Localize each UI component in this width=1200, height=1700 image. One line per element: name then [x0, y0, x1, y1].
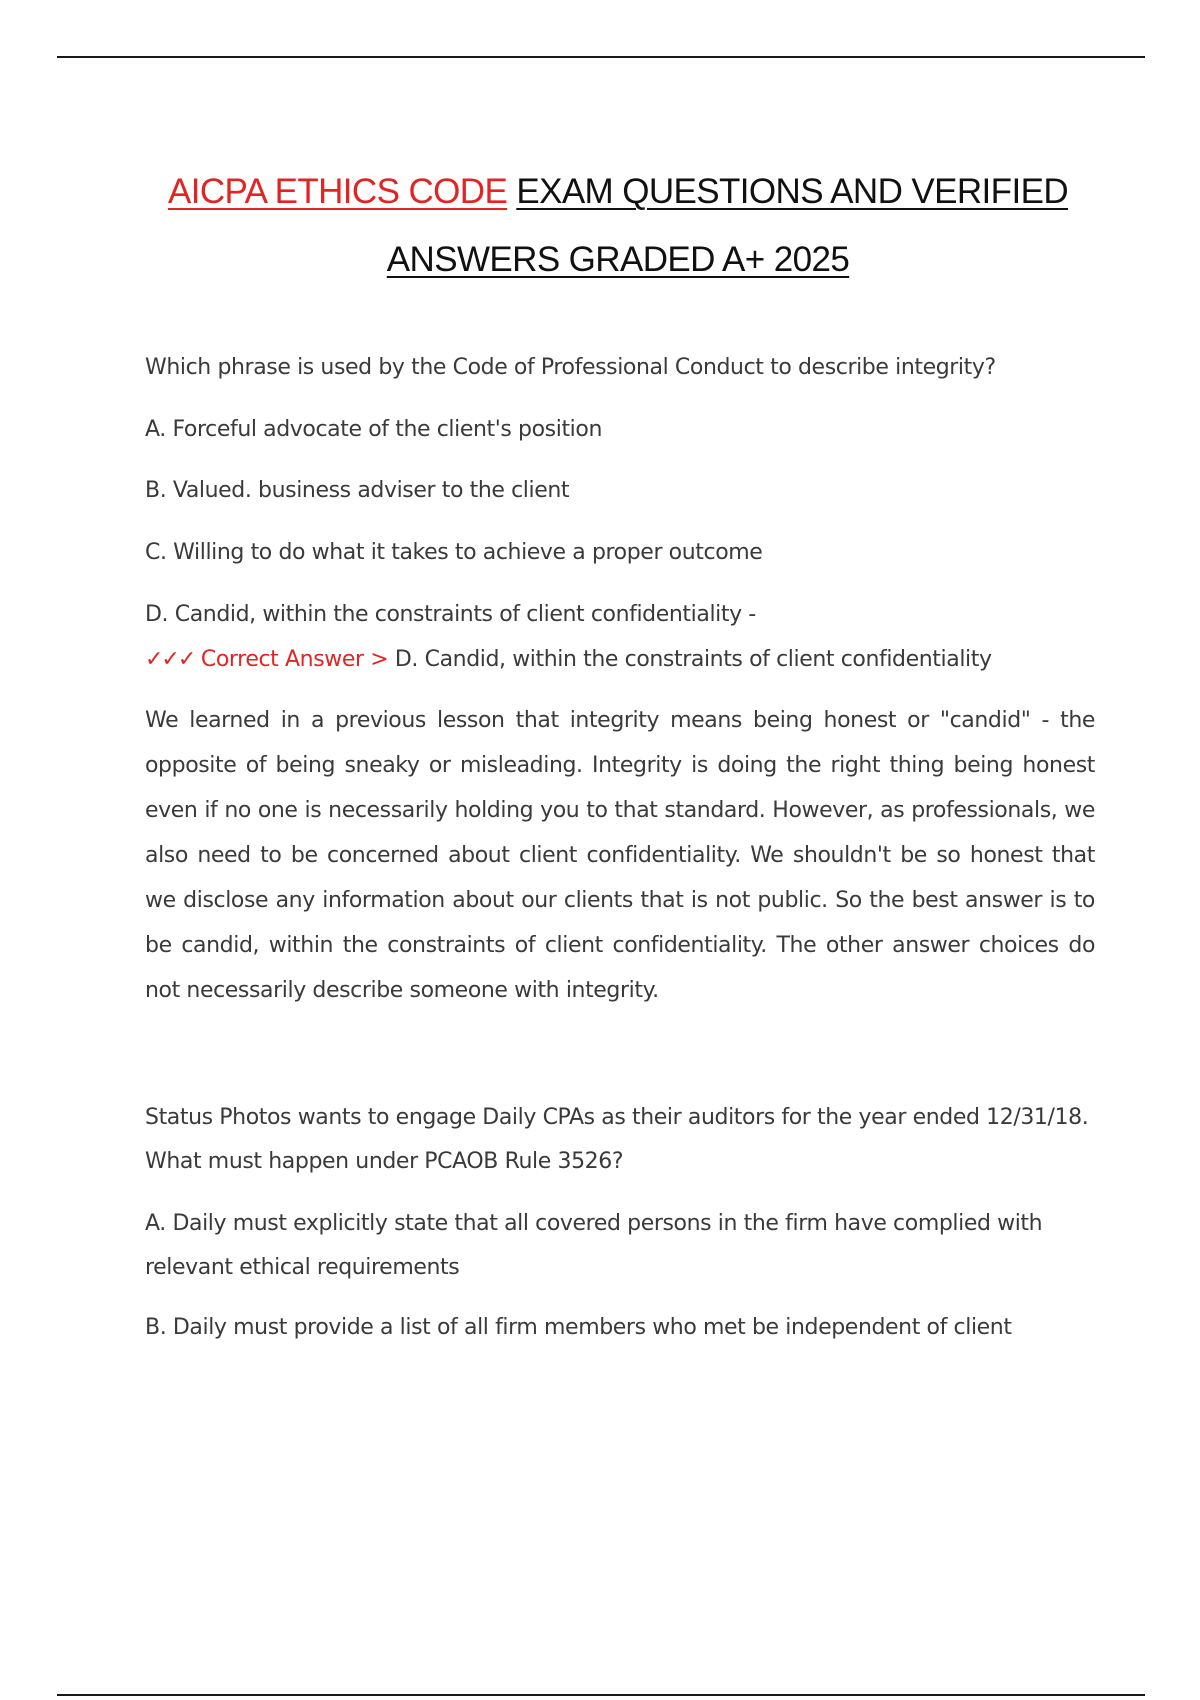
question-1-option-d: D. Candid, within the constraints of client confidentiality - [145, 602, 756, 627]
question-2-option-a-line-2: relevant ethical requirements [145, 1255, 460, 1280]
question-1-option-c: C. Willing to do what it takes to achieve a proper outcome [145, 540, 763, 565]
title-line-1 [0, 158, 1200, 226]
question-2-text-line-2: What must happen under PCAOB Rule 3526? [145, 1149, 624, 1174]
question-2-text-line-1: Status Photos wants to engage Daily CPAs as their auditors for the year ended 12/31/18. [145, 1105, 1089, 1130]
correct-answer-label: Correct Answer [200, 647, 364, 672]
question-1-text: Which phrase is used by the Code of Professional Conduct to describe integrity? [145, 355, 996, 380]
header-rule [57, 56, 1145, 58]
question-2-option-a-line-1: A. Daily must explicitly state that all covered persons in the firm have complied with [145, 1211, 1043, 1236]
correct-answer-value: D. Candid, within the constraints of client confidentiality [394, 647, 992, 672]
arrow-icon: > [370, 647, 389, 672]
page-title [0, 158, 1200, 294]
question-1-option-b: B. Valued. business adviser to the client [145, 478, 570, 503]
question-1-explanation: We learned in a previous lesson that integrity means being honest or "candid" - the opposite of being sneaky or misleading. Integrity is doing the right thing being honest even if no one is necessarily holding you to that standard. However, as professionals, we also need to be concerned about client confidentiality. We shouldn't be so honest that we disclose any information about our clients that is not public. So the best answer is to be candid, within the constraints of client confidentiality. The other answer choices do not necessarily describe someone with integrity. [145, 708, 1095, 1003]
checkmark-icon: ✓✓✓ [145, 647, 195, 672]
footer-rule [57, 1694, 1145, 1696]
question-1-correct-answer [145, 645, 992, 675]
title-line-2 [0, 226, 1200, 294]
title-highlight: AICPA ETHICS CODE [167, 172, 508, 211]
title-part-1: EXAM QUESTIONS AND VERIFIED [516, 172, 1069, 211]
question-2-option-b: B. Daily must provide a list of all firm members who met be independent of client [145, 1315, 1012, 1340]
question-1-option-a: A. Forceful advocate of the client's position [145, 417, 602, 442]
title-part-2: ANSWERS GRADED A+ 2025 [386, 240, 850, 279]
